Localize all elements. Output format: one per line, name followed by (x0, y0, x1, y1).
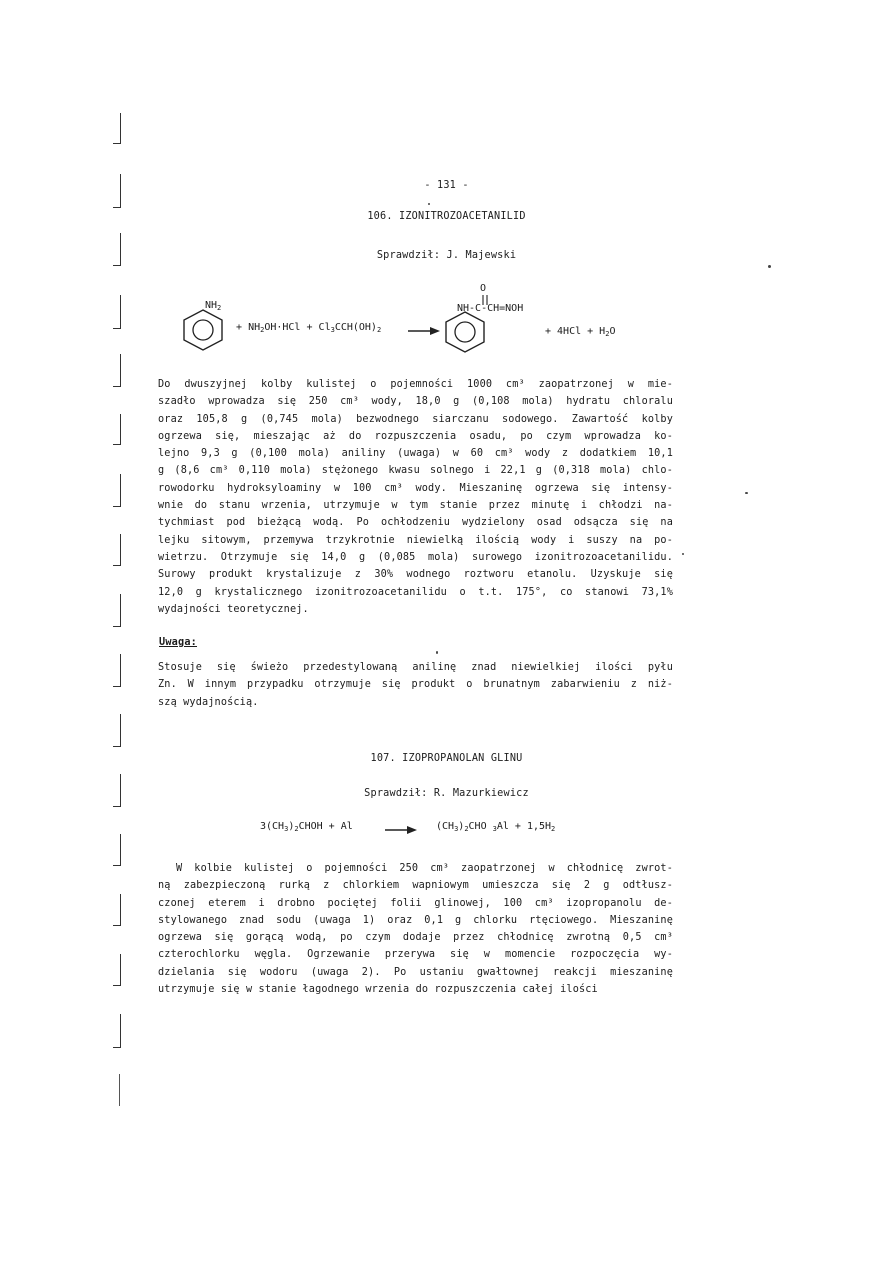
page-number: - 131 - (424, 180, 469, 191)
reaction-arrow-icon (385, 825, 417, 835)
section-title: 107. IZOPROPANOLAN GLINU (370, 753, 523, 764)
reagents: + $NH_2OH\cdot HCl + Cl_3CCH(OH)_2$ (236, 322, 382, 334)
note-heading: Uwaga: (159, 637, 198, 648)
scan-speck (436, 651, 438, 654)
binder-mark (113, 654, 121, 687)
checked-by: Sprawdził: R. Mazurkiewicz (364, 788, 529, 799)
note-paragraph: Stosuje się świeżo przedestylowaną anilinę znad niewielkiej ilości pyłu Zn. W innym przypadku otrzymuje się produkt o brunatnym zabarwieniu z niż- szą wydajnością. (158, 662, 673, 708)
binder-mark (113, 594, 121, 627)
reaction-scheme (0, 280, 893, 360)
scan-speck (745, 492, 748, 494)
reaction-lhs: $3(CH_3)_2CHOH + Al$ (260, 821, 353, 833)
benzene-ring-icon (178, 308, 228, 352)
byproducts: + $4HCl + H_2O$ (545, 326, 616, 338)
benzene-ring-icon (440, 310, 490, 354)
binder-mark (113, 954, 121, 986)
binder-mark (113, 714, 121, 747)
scan-speck (428, 203, 430, 205)
carbonyl-oxygen: O (480, 283, 487, 294)
reaction-arrow-icon (408, 326, 440, 336)
binder-mark (119, 1074, 120, 1106)
product-group: NH-C-CH=NOH (457, 303, 524, 314)
binder-mark (113, 474, 121, 507)
procedure-paragraph: Do dwuszyjnej kolby kulistej o pojemności 1000 cm³ zaopatrzonej w mie- szadło wprowadza się 250 cm³ wody, 18,0 g (0,108 mola) hydratu chloralu oraz 105,8 g (0,745 mola) bezwodnego siarczanu sodowego. Zawartość kolby ogrzewa się, mieszając aż do rozpuszczenia osadu, po czym wprowadza ko- lejno 9,3 g (0,100 mola) aniliny (uwaga) w 60 cm³ wody z dodatkiem 10,1 g (8,6 cm³ 0,110 mola) stężonego kwasu solnego i 22,1 g (0,318 mola) chlo- rowodorku hydroksyloaminy w 100 cm³ wody. Mieszaninę ogrzewa się intensy- wnie do stanu wrzenia, utrzymuje w tym stanie przez minutę i chłodzi na- tychmiast pod bieżącą wodą. Po ochłodzeniu wydzielony osad odsącza się na lejku sitowym, przemywa trzykrotnie niewielką ilością wody i suszy na po- wietrzu. Otrzymuje się 14,0 g (0,085 mola) surowego izonitrozoacetanilidu. Surowy produkt krystalizuje z 30% wodnego roztworu etanolu. Uzyskuje się 12,0 g krystalicznego izonitrozoacetanilidu o t.t. 175°, co stanowi 73,1% wydajności teoretycznej. (158, 379, 673, 615)
amino-group: $NH_2$ (205, 300, 222, 312)
binder-mark (113, 1014, 121, 1048)
binder-mark (113, 534, 121, 566)
scan-speck (768, 265, 771, 268)
binder-mark (113, 113, 121, 144)
scan-speck (682, 553, 684, 555)
procedure-paragraph: W kolbie kulistej o pojemności 250 cm³ zaopatrzonej w chłodnicę zwrot- ną zabezpieczoną rurką z chlorkiem wapniowym umieszcza się 2 g odtłusz- czonej eterem i drobno pociętej folii glinowej, 100 cm³ izopropanolu de- stylowanego znad sodu (uwaga 1) oraz 0,1 g chlorku rtęciowego. Mieszaninę ogrzewa się gorącą wodą, po czym dodaje przez chłodnicę zwrotną 0,5 cm³ czterochlorku węgla. Ogrzewanie przerywa się w momencie rozpoczęcia wy- dzielania się wodoru (uwaga 2). Po ustaniu gwałtownej reakcji mieszaninę utrzymuje się w stanie łagodnego wrzenia do rozpuszczenia całej ilości (158, 863, 673, 996)
section-title: 106. IZONITROZOACETANILID (367, 211, 526, 222)
reaction-rhs: $(CH_3)_2CHO$ $_3Al + 1,5H_2$ (436, 821, 556, 833)
binder-mark (113, 894, 121, 926)
binder-mark (113, 414, 121, 445)
checked-by: Sprawdził: J. Majewski (376, 250, 517, 261)
reaction-scheme (0, 818, 893, 846)
